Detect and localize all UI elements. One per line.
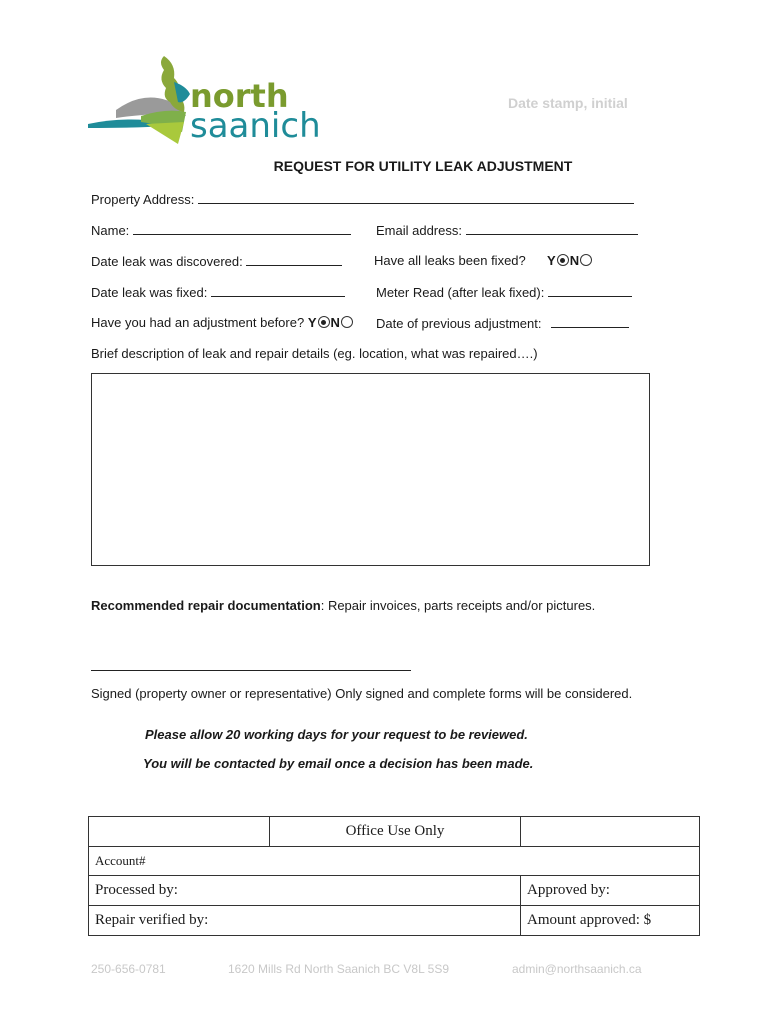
all-fixed-no-radio[interactable]: [580, 254, 592, 266]
documentation-label: Recommended repair documentation: [91, 598, 321, 613]
approved-by-cell: Approved by:: [521, 876, 700, 906]
name-label: Name:: [91, 223, 130, 238]
prior-adjustment-label: Have you had an adjustment before?: [91, 315, 305, 330]
prior-adjustment-no-radio[interactable]: [341, 316, 353, 328]
logo-wordmark-north: north: [190, 77, 289, 115]
property-address-field[interactable]: [198, 191, 634, 204]
date-discovered-label: Date leak was discovered:: [91, 254, 243, 269]
prior-adjustment-yes-label: Y: [307, 315, 317, 330]
documentation-note: [91, 598, 595, 613]
email-row: [376, 222, 638, 238]
all-fixed-label: Have all leaks been fixed?: [374, 253, 526, 268]
prior-adjustment-yes-radio[interactable]: [318, 316, 330, 328]
review-notice: Please allow 20 working days for your request to be reviewed.: [145, 727, 528, 742]
date-fixed-label: Date leak was fixed:: [91, 285, 208, 300]
prior-adjustment-no-label: N: [330, 315, 340, 330]
email-label: Email address:: [376, 223, 462, 238]
name-row: [91, 222, 351, 238]
footer-phone: 250-656-0781: [91, 962, 166, 976]
footer-address: 1620 Mills Rd North Saanich BC V8L 5S9: [228, 962, 450, 976]
date-previous-row: [376, 315, 629, 331]
date-fixed-field[interactable]: [211, 284, 345, 297]
date-discovered-row: [91, 253, 342, 269]
office-use-table: [88, 816, 700, 936]
office-use-header: Office Use Only: [270, 817, 521, 847]
repair-verified-cell: Repair verified by:: [89, 906, 521, 936]
all-fixed-yes-radio[interactable]: [557, 254, 569, 266]
brief-description-label: Brief description of leak and repair details (eg. location, what was repaired….): [91, 346, 538, 361]
form-title: REQUEST FOR UTILITY LEAK ADJUSTMENT: [273, 158, 573, 174]
meter-read-field[interactable]: [548, 284, 632, 297]
account-cell: Account#: [89, 847, 700, 876]
name-field[interactable]: [133, 222, 351, 235]
meter-read-label: Meter Read (after leak fixed):: [376, 285, 545, 300]
documentation-text: : Repair invoices, parts receipts and/or pictures.: [320, 598, 596, 613]
all-fixed-yes-label: Y: [547, 253, 556, 268]
all-fixed-no-label: N: [569, 253, 580, 268]
meter-read-row: [376, 284, 632, 300]
signature-line[interactable]: [91, 670, 411, 671]
prior-adjustment-row: [91, 315, 354, 330]
contact-notice: You will be contacted by email once a decision has been made.: [143, 756, 534, 771]
footer-email: admin@northsaanich.ca: [512, 962, 642, 976]
date-previous-field[interactable]: [551, 315, 629, 328]
amount-approved-cell: Amount approved: $: [521, 906, 700, 936]
email-field[interactable]: [466, 222, 638, 235]
date-discovered-field[interactable]: [246, 253, 342, 266]
date-previous-label: Date of previous adjustment:: [376, 316, 542, 331]
property-address-row: [91, 191, 634, 207]
date-stamp-label: Date stamp, initial: [508, 95, 628, 111]
property-address-label: Property Address:: [91, 192, 195, 207]
logo-wordmark-saanich: saanich: [190, 106, 321, 146]
office-blank-cell-right: [521, 817, 700, 847]
all-fixed-row: [374, 253, 593, 268]
processed-by-cell: Processed by:: [89, 876, 521, 906]
office-blank-cell-left: [89, 817, 270, 847]
description-textarea[interactable]: [91, 373, 650, 566]
date-fixed-row: [91, 284, 345, 300]
signature-label: Signed (property owner or representative) Only signed and complete forms will be considered.: [91, 686, 633, 701]
